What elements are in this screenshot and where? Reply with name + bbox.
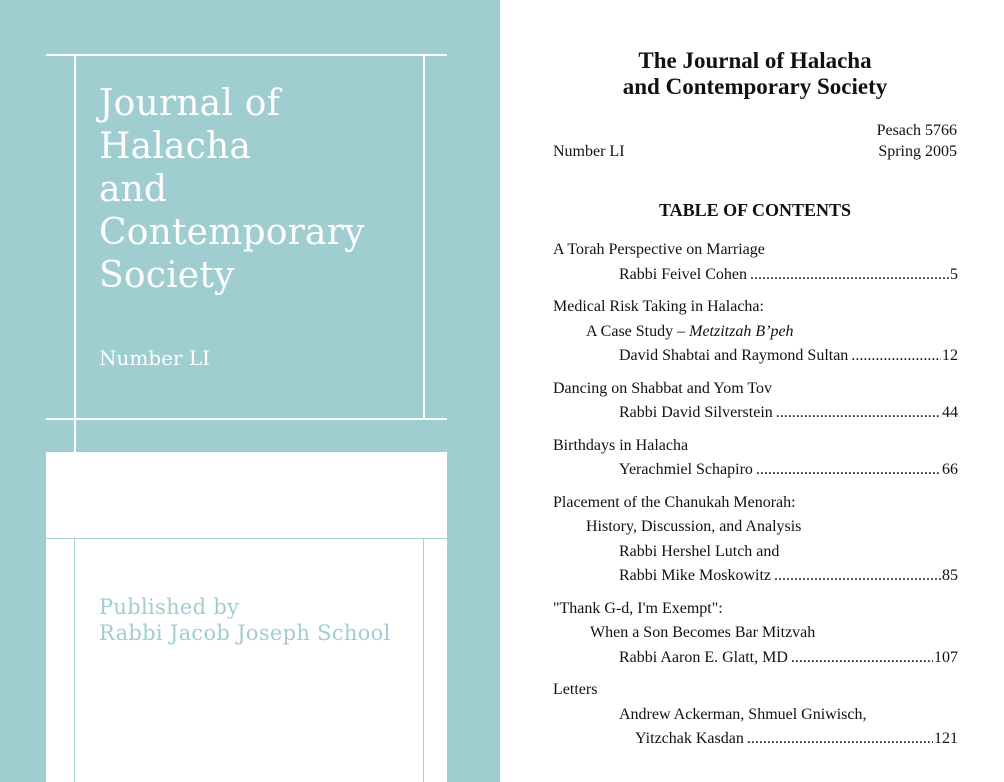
toc-entry-author: Rabbi Aaron E. Glatt, MD [619, 648, 788, 666]
toc-entry-author: Rabbi Mike Moskowitz [619, 567, 771, 584]
dot-leader [774, 564, 941, 589]
toc-entry [553, 678, 958, 752]
toc-entry-page: 107 [934, 648, 958, 666]
journal-title-line: The Journal of Halacha [638, 48, 872, 73]
toc-entry-author: Rabbi David Silverstein [619, 404, 773, 421]
cover-title-line: Journal of [99, 83, 281, 124]
cover-right-rule [423, 54, 425, 420]
box-right-rule [423, 538, 424, 782]
toc-entry-page: 5 [950, 265, 958, 283]
contents-page [500, 0, 1004, 782]
toc-entry-subtitle: History, Discussion, and Analysis [586, 518, 802, 535]
journal-title [500, 48, 1004, 100]
cover-middle-rule [46, 418, 447, 420]
toc-entry-author-line [553, 344, 958, 369]
publisher-credit [99, 594, 391, 646]
toc-entry [553, 295, 958, 369]
toc-entry-title: "Thank G-d, I'm Exempt": [553, 599, 723, 617]
toc-entry [553, 597, 958, 671]
toc-entry-author-line [553, 458, 958, 483]
toc-entry-subtitle: When a Son Becomes Bar Mitzvah [590, 624, 816, 641]
toc-list [553, 238, 958, 760]
toc-entry-title: A Torah Perspective on Marriage [553, 241, 765, 258]
toc-entry-title: Dancing on Shabbat and Yom Tov [553, 379, 773, 397]
cover-title-line: Contemporary [99, 212, 365, 253]
toc-entry-author: Andrew Ackerman, Shmuel Gniwisch, [619, 705, 867, 723]
toc-entry [553, 434, 958, 483]
cover-top-rule [46, 54, 447, 56]
toc-entry [553, 377, 958, 426]
toc-entry-author-line [553, 263, 958, 288]
toc-entry [553, 491, 958, 589]
toc-entry-author: Rabbi Feivel Cohen [619, 265, 747, 283]
toc-entry-page: 44 [942, 404, 958, 421]
toc-entry-author-line [553, 564, 958, 589]
toc-entry-author: Yitzchak Kasdan [635, 730, 744, 747]
toc-entry-author-line [553, 401, 958, 426]
toc-entry-author: Yerachmiel Schapiro [619, 461, 753, 478]
dot-leader [851, 344, 941, 369]
subtitle-prefix: A Case Study – [586, 322, 690, 340]
toc-entry-title: Birthdays in Halacha [553, 436, 689, 454]
holiday-date: Pesach 5766 [876, 122, 957, 139]
cover-title-line: and [99, 169, 168, 210]
issue-number: Number LI [553, 143, 625, 160]
toc-entry-title: Medical Risk Taking in Halacha: [553, 298, 764, 315]
cover-title-line: Halacha [99, 126, 252, 167]
dot-leader [776, 401, 941, 426]
toc-entry-page: 121 [934, 730, 958, 747]
dot-leader [756, 458, 941, 483]
toc-entry-page: 85 [942, 567, 958, 584]
toc-entry-page: 12 [942, 347, 958, 364]
toc-entry-author-line [553, 727, 958, 752]
publisher-line: Published by [99, 595, 240, 619]
cover-publisher-box [46, 452, 447, 782]
subtitle-italic: Metzitzah B’peh [689, 322, 794, 340]
cover-title [99, 82, 365, 297]
dot-leader [791, 646, 933, 671]
toc-entry-title: Letters [553, 681, 598, 698]
toc-entry-author: Rabbi Hershel Lutch and [619, 542, 780, 560]
dot-leader [750, 263, 949, 288]
publisher-line: Rabbi Jacob Joseph School [99, 621, 391, 645]
toc-entry [553, 238, 958, 287]
box-top-rule [46, 538, 447, 539]
toc-entry-author: David Shabtai and Raymond Sultan [619, 347, 849, 364]
toc-entry-subtitle [553, 320, 958, 345]
dot-leader [747, 727, 933, 752]
toc-entry-author-line [553, 646, 958, 671]
cover-title-line: Society [99, 255, 235, 296]
journal-cover [0, 0, 500, 782]
cover-issue-number: Number LI [99, 346, 211, 370]
toc-heading: TABLE OF CONTENTS [658, 200, 852, 220]
toc-entry-page: 66 [942, 461, 958, 478]
box-left-rule [74, 538, 75, 782]
toc-entry-title: Placement of the Chanukah Menorah: [553, 493, 796, 511]
season-date: Spring 2005 [878, 143, 957, 160]
journal-title-line: and Contemporary Society [622, 74, 888, 99]
